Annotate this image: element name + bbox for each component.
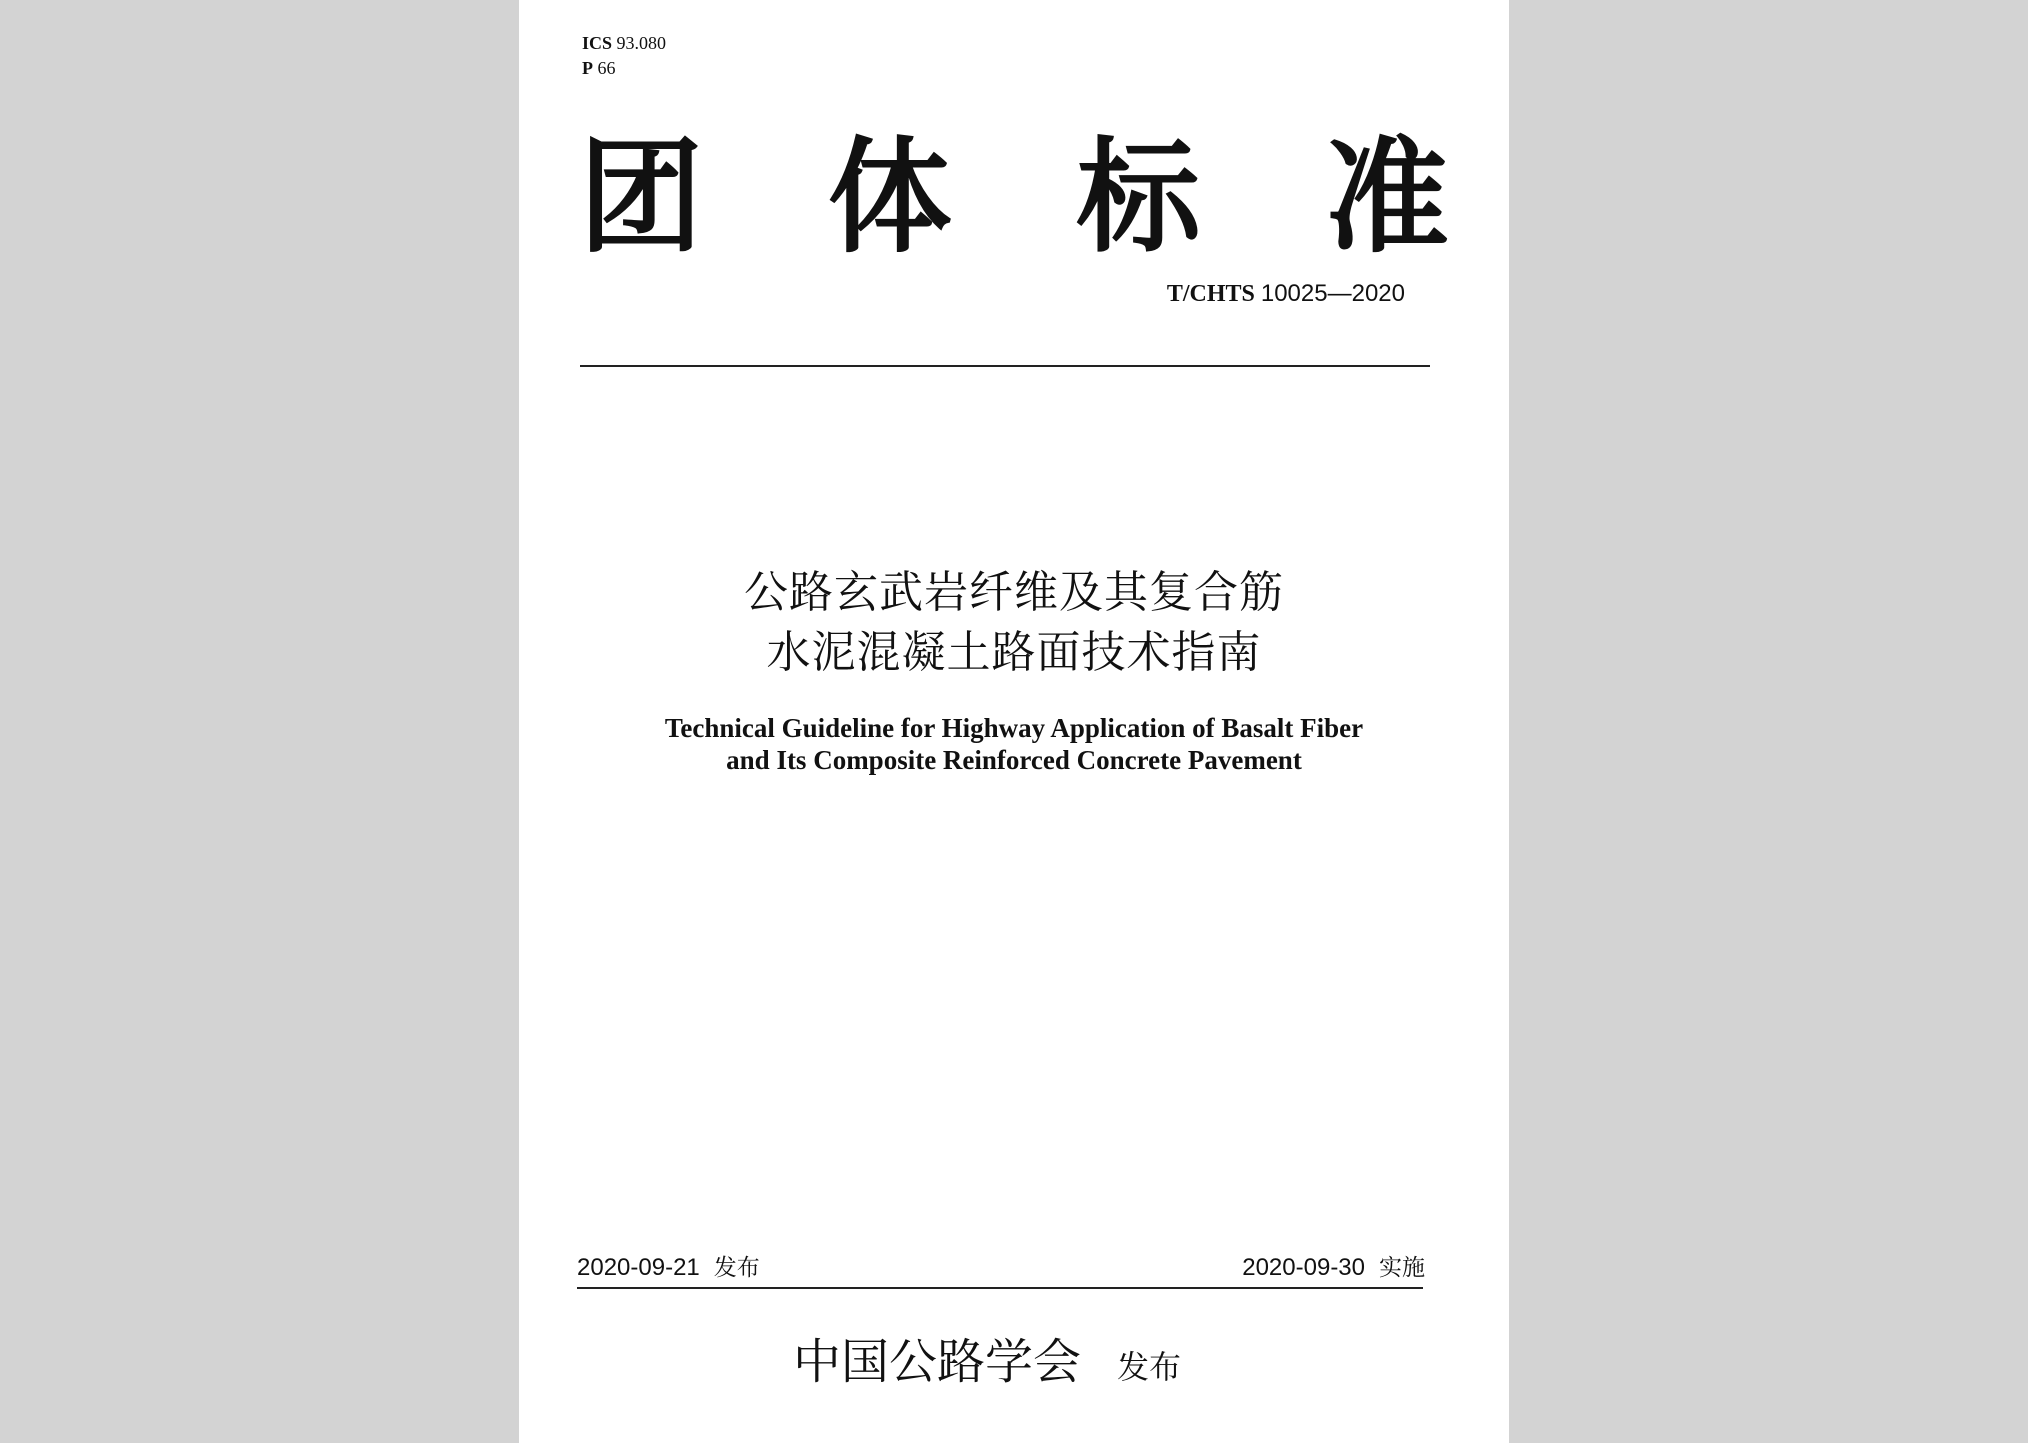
- chinese-title-line-1: 公路玄武岩纤维及其复合筋: [744, 567, 1284, 618]
- classification-code: [582, 58, 616, 78]
- title-char: 准: [1324, 126, 1449, 270]
- publisher: [793, 1332, 1181, 1397]
- ics-code: [582, 33, 666, 53]
- standard-code: 10025—2020: [1260, 280, 1405, 307]
- ics-label: ICS: [582, 33, 613, 53]
- title-char: 标: [1076, 126, 1201, 270]
- publisher-label: 发布: [1117, 1348, 1182, 1386]
- standard-number: [1167, 280, 1405, 308]
- implementation-date: [1242, 1253, 1425, 1283]
- issue-date-value: 2020-09-21: [577, 1254, 700, 1281]
- footer-divider: [577, 1287, 1423, 1289]
- english-title-line-1: Technical Guideline for Highway Application of Basalt Fiber: [664, 713, 1364, 743]
- ics-value: 93.080: [616, 33, 667, 53]
- implement-date-value: 2020-09-30: [1242, 1254, 1365, 1281]
- implement-label: 实施: [1379, 1255, 1425, 1281]
- title-char: 团: [579, 126, 704, 270]
- issue-label: 发布: [713, 1255, 760, 1281]
- standard-prefix: T/CHTS: [1166, 281, 1255, 307]
- title-char: 体: [827, 126, 952, 270]
- p-value: 66: [597, 58, 616, 78]
- chinese-title-line-2: 水泥混凝土路面技术指南: [766, 627, 1262, 678]
- p-label: P: [582, 58, 593, 78]
- document-type-title: [579, 128, 1449, 268]
- header-divider: [580, 365, 1430, 367]
- issue-date: [577, 1253, 760, 1283]
- english-title-line-2: and Its Composite Reinforced Concrete Pavement: [726, 745, 1302, 775]
- document-page: [519, 0, 1509, 1443]
- publisher-name: 中国公路学会: [793, 1334, 1082, 1390]
